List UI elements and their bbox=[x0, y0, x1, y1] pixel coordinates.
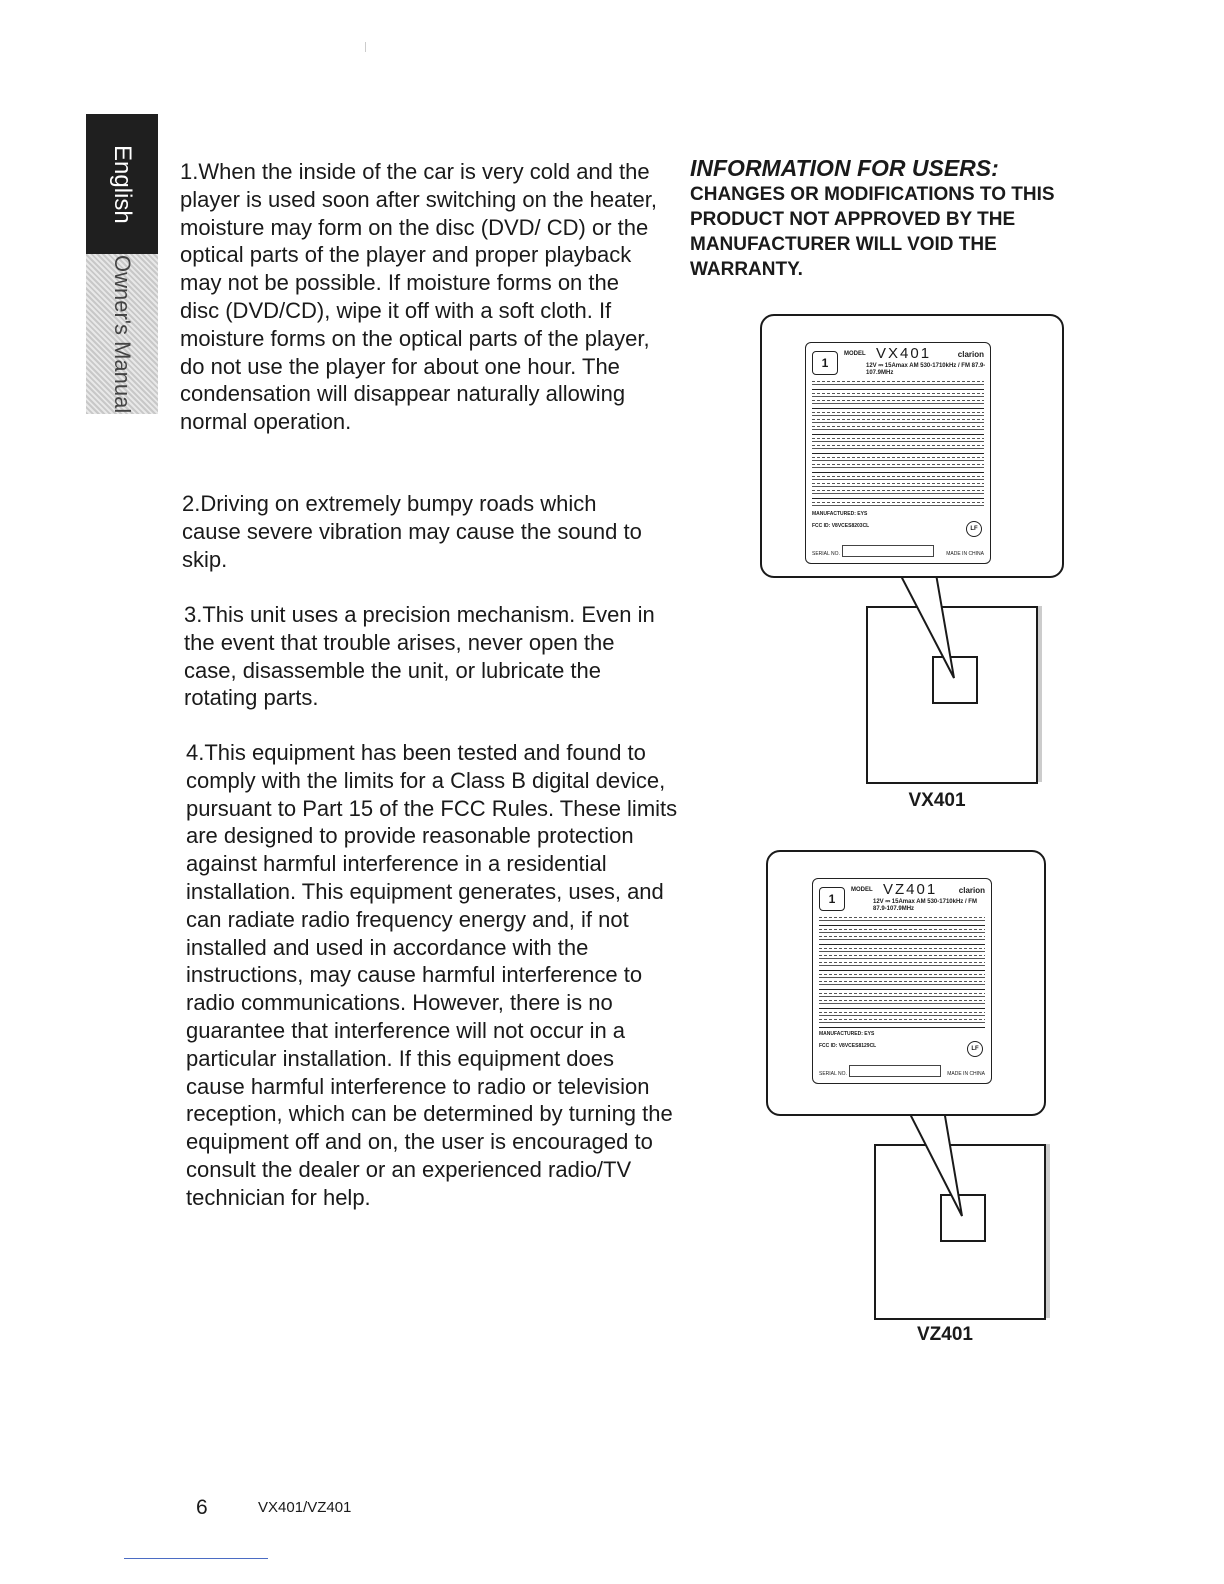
sticker-header bbox=[844, 347, 984, 363]
sticker-footer bbox=[812, 509, 984, 557]
caution-item-1: 1.When the inside of the car is very cold and the player is used soon after switching on the heater, moisture may form on the disc (DVD/ CD) or the optical parts of the player and proper playback may not be possible. If moisture forms on the disc (DVD/CD), wipe it off with a soft cloth. If moisture forms on the optical parts of the player, do not use the player for about one hour. The condensation will disappear naturally allowing normal operation. bbox=[180, 159, 657, 435]
manufactured-code: MANUFACTURED: EYS bbox=[812, 511, 868, 517]
fine-print-lines bbox=[812, 379, 984, 507]
manufactured-code: MANUFACTURED: EYS bbox=[819, 1031, 875, 1037]
certification-stamp-icon: LF bbox=[966, 521, 982, 537]
scan-mark bbox=[365, 42, 366, 52]
sticker-footer bbox=[819, 1029, 985, 1077]
footer-model: VX401/VZ401 bbox=[258, 1499, 352, 1516]
serial-label: SERIAL NO. bbox=[812, 551, 840, 557]
section-side-tab bbox=[86, 114, 158, 414]
power-ratings: 12V ⎓ 15Amax AM 530-1710kHz / FM 87.9-107.9MHz bbox=[866, 363, 986, 377]
caution-item-4: 4.This equipment has been tested and found to comply with the limits for a Class B digital device, pursuant to Part 15 of the FCC Rules. These limits are designed to provide reasonable protection against harmful interference in a residential installation. This equipment generates, uses, and can radiate radio frequency energy and, if not installed and used in accordance with the instructions, may cause harmful interference to radio communications. However, there is no guarantee that interference will not occur in a particular installation. If this equipment does cause harmful interference to radio or television reception, which can be determined by turning the equipment off and on, the user is encouraged to consult the dealer or an experienced radio/TV technician for help. bbox=[186, 740, 678, 1210]
fine-print-lines bbox=[819, 915, 985, 1029]
information-for-users bbox=[690, 154, 1110, 282]
brand-name: clarion bbox=[958, 886, 985, 895]
logo-icon: 1 bbox=[819, 887, 845, 911]
rating-sticker bbox=[805, 342, 991, 564]
label-caption: VX401 bbox=[908, 790, 966, 811]
brand-name: clarion bbox=[957, 350, 984, 359]
made-in: MADE IN CHINA bbox=[946, 551, 984, 557]
manual-tab-label: Owner's Manual bbox=[110, 254, 135, 414]
serial-label: SERIAL NO. bbox=[819, 1071, 847, 1077]
label-caption: VZ401 bbox=[917, 1324, 973, 1345]
language-tab-label: English bbox=[109, 144, 136, 224]
callout-pointer bbox=[898, 1110, 978, 1222]
power-ratings: 12V ⎓ 15Amax AM 530-1710kHz / FM 87.9-107.9MHz bbox=[873, 899, 977, 913]
serial-field bbox=[849, 1065, 941, 1077]
info-title: INFORMATION FOR USERS: bbox=[690, 155, 999, 181]
model-tag: MODEL bbox=[844, 351, 866, 357]
rating-sticker bbox=[812, 878, 992, 1084]
serial-field bbox=[842, 545, 934, 557]
caution-item-2: 2.Driving on extremely bumpy roads which cause severe vibration may cause the sound to skip. bbox=[182, 491, 642, 572]
logo-icon: 1 bbox=[812, 351, 838, 375]
model-number: VZ401 bbox=[883, 881, 938, 898]
certification-stamp-icon: LF bbox=[967, 1041, 983, 1057]
fcc-id: FCC ID: V8VCES8203CL bbox=[812, 523, 870, 529]
sticker-header bbox=[851, 883, 985, 899]
fcc-id: FCC ID: V8VCES8129CL bbox=[819, 1043, 877, 1049]
page-number: 6 bbox=[196, 1496, 208, 1519]
made-in: MADE IN CHINA bbox=[947, 1071, 985, 1077]
model-number: VX401 bbox=[876, 345, 932, 362]
info-body: CHANGES OR MODIFICATIONS TO THIS PRODUCT NOT APPROVED BY THE MANUFACTURER WILL VOID THE WARRANTY. bbox=[690, 184, 1055, 280]
model-tag: MODEL bbox=[851, 887, 873, 893]
footer-rule bbox=[124, 1558, 268, 1559]
caution-item-3: 3.This unit uses a precision mechanism. Even in the event that trouble arises, never open the case, disassemble the unit, or lubricate the rotating parts. bbox=[184, 602, 655, 711]
callout-pointer bbox=[890, 574, 970, 684]
